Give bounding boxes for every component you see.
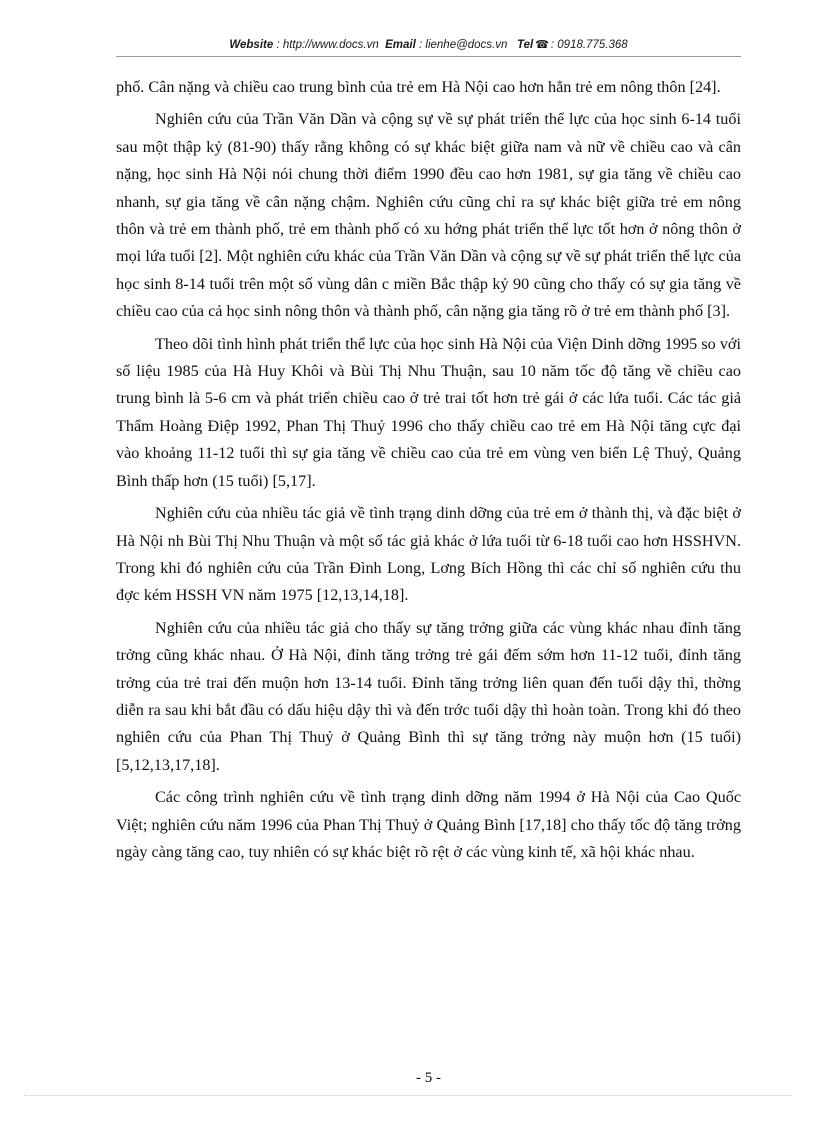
paragraph: Nghiên cứu của nhiều tác giả cho thấy sự tăng trởng giữa các vùng khác nhau đỉnh tăng trởng cũng khác nhau. Ở Hà Nội, đỉnh tăng trởng trẻ gái đếm sớm hơn 11-12 tuổi, đỉnh tăng trởng của trẻ trai đến muộn hơn 13-14 tuổi. Đỉnh tăng trởng liên quan đến tuổi dậy thì, thờng diễn ra sau khi bắt đầu có dấu hiệu dậy thì và đến trớc tuổi dậy thì hoàn toàn. Trong khi đó theo nghiên cứu của Phan Thị Thuỷ ở Quảng Bình thì sự tăng trởng này muộn hơn (15 tuổi) [5,12,13,17,18].	[116, 618, 741, 774]
email-address[interactable]: lienhe@docs.vn	[425, 39, 508, 51]
page-bottom-divider	[24, 1095, 792, 1096]
email-label: Email	[385, 39, 416, 51]
page-header	[116, 38, 741, 51]
website-separator: :	[273, 39, 283, 51]
header-divider	[116, 56, 741, 57]
phone-number: : 0918.775.368	[550, 39, 628, 51]
phone-icon: ☎	[535, 39, 549, 51]
email-separator: :	[415, 39, 426, 51]
paragraph: Nghiên cứu của Trần Văn Dần và cộng sự về sự phát triển thể lực của học sinh 6-14 tuổi sau một thập kỷ (81-90) thấy rằng không có sự khác biệt giữa nam và nữ về chiều cao và cân nặng, học sinh Hà Nội nói chung thời điểm 1990 đều cao hơn 1981, sự gia tăng về chiều cao nhanh, sự gia tăng về cân nặng chậm. Nghiên cứu cũng chỉ ra sự khác biệt giữa trẻ em nông thôn và trẻ em thành phố, trẻ em thành phố có xu hớng phát triển thể lực tốt hơn ở nông thôn ở mọi lứa tuổi [2]. Một nghiên cứu khác của Trần Văn Dần và cộng sự về sự phát triển thể lực của học sinh 8-14 tuổi trên một số vùng dân c miền Bắc thập kỷ 90 cũng cho thấy có sự gia tăng về chiều cao của cả học sinh nông thôn và thành phố, cân nặng gia tăng rõ ở trẻ em thành phố [3].	[116, 110, 741, 321]
website-url[interactable]: http://www.docs.vn	[282, 39, 379, 51]
paragraph: Nghiên cứu của nhiều tác giả về tình trạng dinh dỡng của trẻ em ở thành thị, và đặc biệt ở Hà Nội nh Bùi Thị Nhu Thuận và một số tác giả khác ở lứa tuổi từ 6-18 tuổi cao hơn HSSHVN. Trong khi đó nghiên cứu của Trần Đình Long, Lơng Bích Hồng thì các chỉ số nghiên cứu thu đợc kém HSSH VN năm 1975 [12,13,14,18].	[116, 504, 741, 605]
document-body	[116, 74, 741, 871]
tel-label: Tel	[516, 39, 534, 51]
paragraph: Theo dõi tình hình phát triển thể lực của học sinh Hà Nội của Viện Dinh dỡng 1995 so với số liệu 1985 của Hà Huy Khôi và Bùi Thị Nhu Thuận, sau 10 năm tốc độ tăng về chiều cao trung bình là 5-6 cm và phát triển chiều cao ở trẻ trai tốt hơn trẻ gái ở các lứa tuổi. Các tác giả Thẩm Hoàng Điệp 1992, Phan Thị Thuỷ 1996 cho thấy chiều cao trẻ em Hà Nội tăng cực đại vào khoảng 11-12 tuổi thì sự gia tăng về chiều cao của trẻ em vùng ven biển Lệ Thuỷ, Quảng Bình thấp hơn (15 tuổi) [5,17].	[116, 334, 741, 490]
paragraph-continuation: phố. Cân nặng và chiều cao trung bình của trẻ em Hà Nội cao hơn hẳn trẻ em nông thôn [24].	[116, 78, 721, 96]
page-number: - 5 -	[416, 1070, 441, 1086]
website-label: Website	[229, 39, 274, 51]
paragraph: Các công trình nghiên cứu về tình trạng dinh dỡng năm 1994 ở Hà Nội của Cao Quốc Việt; nghiên cứu năm 1996 của Phan Thị Thuỷ ở Quảng Bình [17,18] cho thấy tốc độ tăng trởng ngày càng tăng cao, tuy nhiên có sự khác biệt rõ rệt ở các vùng kinh tế, xã hội khác nhau.	[116, 788, 741, 861]
